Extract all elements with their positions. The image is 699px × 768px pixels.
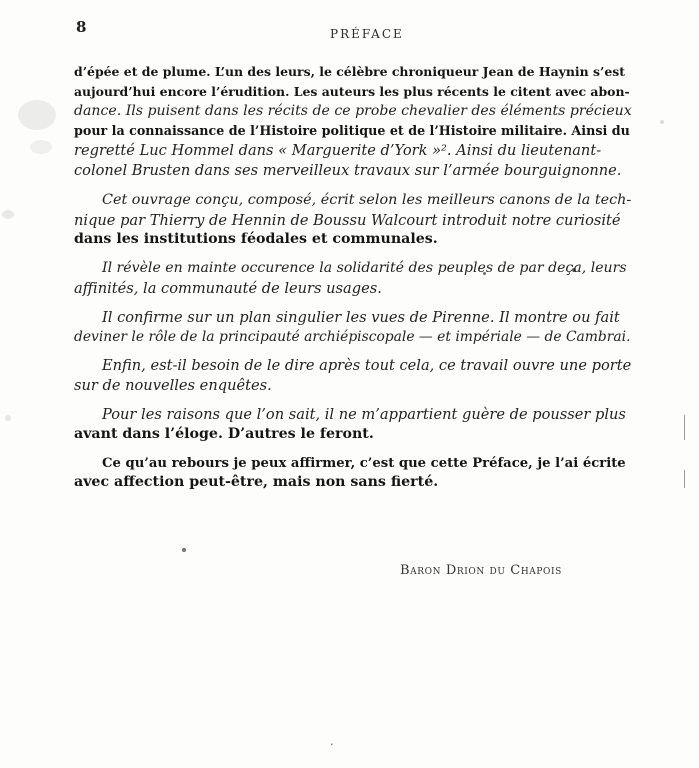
scan-speckle: [18, 100, 56, 130]
text-line: d’épée et de plume. L’un des leurs, le célèbre chroniqueur Jean de Haynin s’est: [74, 64, 625, 79]
scan-edge-mark: [684, 470, 685, 488]
body-text: [74, 62, 634, 493]
text-line: avec affection peut-être, mais non sans fierté.: [74, 474, 439, 491]
text-line: Pour les raisons que l’on sait, il ne m’appartient guère de pousser plus: [102, 405, 626, 423]
stray-ink-mark: ․: [330, 735, 334, 748]
text-line: deviner le rôle de la principauté archiépiscopale — et impériale — de Cambrai.: [74, 328, 631, 345]
text-line: aujourd’hui encore l’érudition. Les auteurs les plus récents le citent avec abon-: [74, 83, 630, 99]
text-line: regretté Luc Hommel dans « Marguerite d’York »². Ainsi du lieutenant-: [74, 142, 602, 160]
scan-speckle: [30, 140, 52, 154]
scan-speckle: [182, 548, 186, 552]
text-line: Enfin, est-il besoin de le dire après tout cela, ce travail ouvre une porte: [102, 357, 632, 375]
scan-speckle: [2, 210, 14, 219]
text-line: Il confirme sur un plan singulier les vues de Pirenne. Il montre ou fait: [102, 308, 620, 326]
text-line: nique par Thierry de Hennin de Boussu Walcourt introduit notre curiosité: [74, 211, 621, 229]
text-line: sur de nouvelles enquêtes.: [74, 377, 272, 395]
text-line: pour la connaissance de l’Histoire politique et de l’Histoire militaire. Ainsi du: [74, 123, 630, 139]
text-line: dance. Ils puisent dans les récits de ce probe chevalier des éléments précieux: [74, 102, 632, 119]
text-line: dans les institutions féodales et communales.: [74, 231, 438, 248]
signature: Baron Drion du Chapois: [400, 563, 562, 578]
text-line: Il révèle en mainte occurence la solidarité des peuples de par deça, leurs: [102, 260, 627, 277]
text-line: avant dans l’éloge. D’autres le feront.: [74, 425, 374, 442]
text-line: Cet ouvrage conçu, composé, écrit selon les meilleurs canons de la tech-: [102, 191, 632, 208]
text-line: affinités, la communauté de leurs usages.: [74, 279, 382, 297]
text-line: colonel Brusten dans ses merveilleux travaux sur l’armée bourguignonne.: [74, 161, 622, 179]
scan-speckle: [660, 120, 664, 124]
text-line: Ce qu’au rebours je peux affirmer, c’est que cette Préface, je l’ai écrite: [102, 455, 626, 471]
scan-speckle: [5, 415, 11, 421]
running-head: PRÉFACE: [330, 27, 404, 41]
page-number: 8: [76, 18, 88, 36]
scan-edge-mark: [684, 415, 685, 440]
